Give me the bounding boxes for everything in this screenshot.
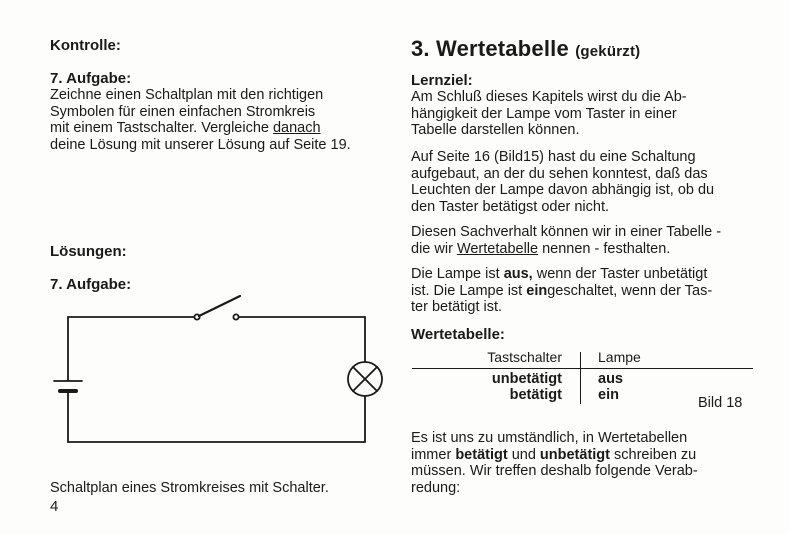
paragraph-bild15 (411, 149, 771, 215)
aufgabe-text (50, 87, 390, 153)
paragraph-line: redung: (411, 479, 461, 496)
paragraph-line: den Taster betätigst oder nicht. (411, 198, 610, 215)
paragraph-lampe (411, 266, 771, 316)
bold-aus: aus, (503, 266, 533, 282)
aufgabe-text-segment: mit einem Tastschalter. Vergleiche (50, 120, 273, 137)
switch-contact-right (233, 314, 238, 319)
paragraph-line (411, 447, 771, 464)
table-header-rule (412, 368, 753, 369)
aufgabe-line: Zeichne einen Schaltplan mit den richtigen (50, 87, 324, 103)
paragraph-line: ter betätigt ist. (411, 299, 503, 316)
table-header-tastschalter: Tastschalter (487, 349, 562, 365)
heading-wertetabelle: Wertetabelle: (411, 326, 505, 343)
lernziel-line: Tabelle darstellen können. (411, 122, 580, 139)
paragraph-sachverhalt (411, 224, 771, 257)
table-header-lampe: Lampe (598, 349, 641, 365)
table-cell-aus: aus (598, 371, 623, 387)
paragraph-line: müssen. Wir treffen deshalb folgende Verab- (411, 463, 698, 480)
aufgabe-line: Symbolen für einen einfachen Stromkreis (50, 103, 316, 120)
title-main: 3. Wertetabelle (411, 36, 569, 61)
page-number: 4 (50, 498, 59, 515)
paragraph-line (411, 266, 771, 283)
figure-label-bild-18: Bild 18 (698, 395, 743, 411)
paragraph-line: Auf Seite 16 (Bild15) hast du eine Schaltung (411, 149, 696, 165)
aufgabe-line (50, 120, 390, 137)
paragraph-line (411, 241, 771, 258)
text-segment: schreiben zu (610, 446, 697, 463)
diagram-caption: Schaltplan eines Stromkreises mit Schalter. (50, 480, 329, 496)
underlined-wertetabelle: Wertetabelle (456, 240, 539, 257)
text-segment: und (507, 446, 540, 463)
lernziel-line: Am Schluß dieses Kapitels wirst du die Ab- (411, 89, 687, 105)
switch-lever-icon (199, 296, 240, 316)
table-cell-betaetigt: betätigt (509, 387, 562, 403)
text-segment: wenn der Taster unbetätigt (532, 266, 708, 282)
text-segment: immer (411, 446, 456, 463)
table-cell-ein: ein (598, 387, 619, 403)
text-segment: Die Lampe ist (411, 266, 504, 282)
heading-loesungen: Lösungen: (50, 243, 127, 260)
heading-aufgabe-7-solution: 7. Aufgabe: (50, 276, 132, 293)
section-title (411, 36, 640, 62)
underlined-danach: danach (272, 120, 321, 137)
bold-ein: ein (526, 282, 548, 299)
text-segment: nennen - festhalten. (538, 240, 671, 257)
paragraph-line: Es ist uns zu umständlich, in Wertetabellen (411, 430, 688, 446)
table-cell-unbetaetigt: unbetätigt (491, 371, 562, 387)
title-gekuerzt: (gekürzt) (575, 43, 641, 60)
aufgabe-line: deine Lösung mit unserer Lösung auf Seite 19. (50, 136, 351, 153)
lernziel-line: hängigkeit der Lampe vom Taster in einer (411, 105, 677, 122)
text-segment: geschaltet, wenn der Tas- (547, 282, 713, 299)
lernziel-text (411, 89, 771, 139)
heading-lernziel: Lernziel: (411, 72, 473, 89)
text-segment: ist. Die Lampe ist (411, 282, 527, 299)
bold-betaetigt: betätigt (455, 446, 508, 463)
heading-kontrolle: Kontrolle: (50, 37, 121, 54)
paragraph-verabredung (411, 430, 771, 496)
heading-aufgabe-7: 7. Aufgabe: (50, 70, 132, 87)
table-column-divider (580, 352, 581, 404)
circuit-diagram (40, 290, 440, 460)
paragraph-line: Diesen Sachverhalt können wir in einer Tabelle - (411, 224, 722, 240)
paragraph-line (411, 283, 771, 300)
paragraph-line: aufgebaut, an der du sehen konntest, daß das (411, 165, 708, 182)
bold-unbetaetigt: unbetätigt (539, 446, 610, 463)
paragraph-line: Leuchten der Lampe davon abhängig ist, ob du (411, 182, 715, 199)
text-segment: die wir (411, 240, 457, 257)
